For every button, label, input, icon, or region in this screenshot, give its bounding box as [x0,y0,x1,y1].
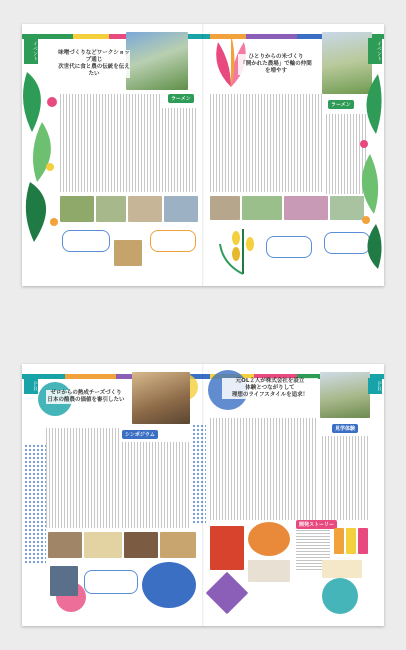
decor-diamond [206,572,248,614]
bottle-photo-3 [358,528,368,554]
body-text-right-2-b [322,436,368,520]
photo-right-2 [242,196,282,220]
decor-dots-left [24,444,46,564]
profile-badge-left-b: シンポジウム [122,430,158,439]
body-text-left-1-b [46,428,120,528]
highlight-circle-left-b [142,562,196,608]
body-text-right-1 [210,94,322,192]
photo-left-1-b [48,532,82,558]
headline-left-page-b: ゼロからの熱成チーズづくり 日本の酪農の価値を審引したい [47,390,125,403]
jungle-leaves-illustration-left [22,52,62,252]
speech-bubble-right-1 [266,236,312,258]
headline-left-page: 味噌づくりなどワークショップ通じ 次世代に食と農の伝統を伝えたい [58,50,130,77]
bottle-photo-1 [334,528,344,554]
speech-bubble-left-b [84,570,138,594]
decor-blob-5 [322,578,358,614]
body-text-right-1-b [210,418,316,520]
photo-left-produce [114,240,142,266]
bottle-photo-2 [346,528,356,554]
speech-bubble-left-1 [62,230,110,252]
section-tag-right-b: ＰＲ [368,378,382,394]
magazine-spread-top [22,24,384,286]
section-tag-right: イベント [368,38,382,64]
section-tag-left: イベント [24,38,38,64]
product-photo-small [248,560,290,582]
photo-left-2 [96,196,126,222]
photo-right-1 [210,196,240,220]
portrait-photo-left-b [132,372,190,424]
profile-badge-left: ラーメン [168,94,194,103]
photo-left-3-b [124,532,158,558]
rice-plant-illustration [218,224,268,276]
page-gutter [202,24,204,286]
photo-left-3 [128,196,162,222]
photo-left-4-b [160,532,196,558]
jungle-leaves-illustration-right [356,64,384,274]
profile-badge-right: ラーメン [328,100,354,109]
section-tag-left-b: ＰＲ [24,378,38,394]
headline-right-page-b: 元OL２人が株式会社を設立 体験とつながりして 理想のライフスタイルを追求！ [222,378,318,399]
portrait-photo-right-b [320,372,370,418]
speech-bubble-left-2 [150,230,196,252]
body-text-left-2 [162,108,198,192]
photo-left-5-b [50,566,78,596]
body-text-left-2-b [122,442,190,528]
body-text-left-1 [60,94,160,192]
photo-left-1 [60,196,94,222]
page-gutter-b [202,364,204,626]
profile-badge-right-b: 見学体験 [332,424,358,433]
food-plate-photo [248,522,290,556]
magazine-spread-bottom [22,364,384,626]
product-box-photo [210,526,244,570]
headline-right-page: ひとりからの米づくり 「開かれた農場」で輪の仲間を増やす [238,54,314,75]
portrait-photo-left [126,32,188,90]
photo-right-3 [284,196,328,220]
photo-left-2-b [84,532,122,558]
package-photo [322,560,362,578]
story-label: 開発ストーリー [296,520,337,529]
photo-left-4 [164,196,198,222]
